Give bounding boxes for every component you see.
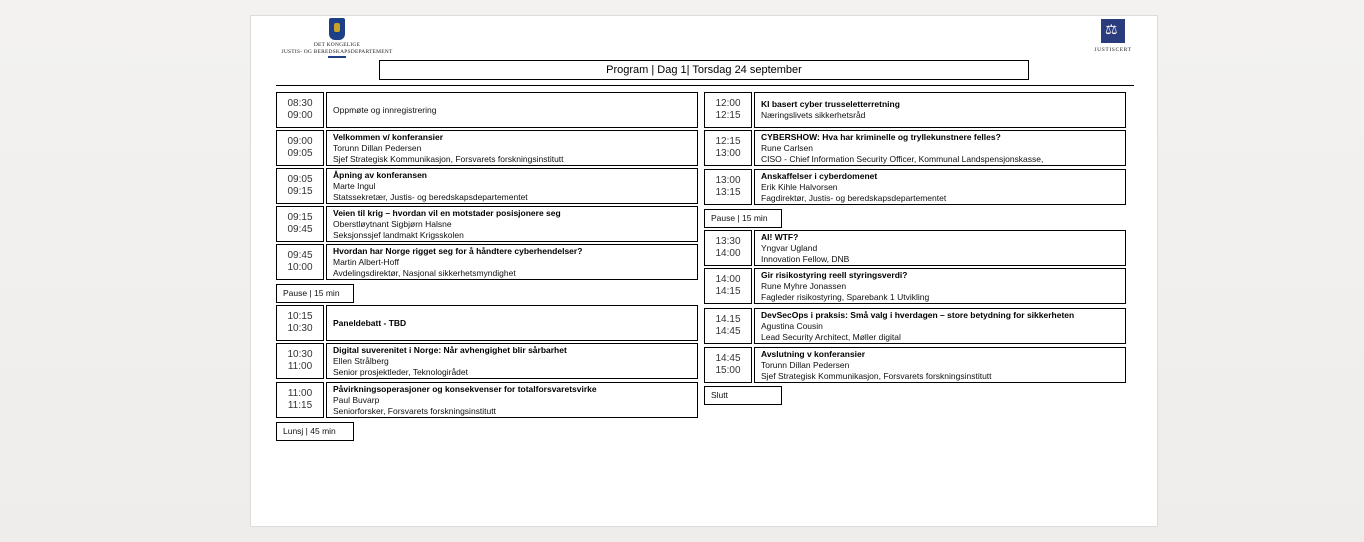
session-row: [276, 168, 698, 204]
session-desc: Avslutning v konferansier Torunn Dillan Pedersen Sjef Strategisk Kommunikasjon, Forsvarets forskningsinstitutt: [754, 347, 1126, 383]
session-row: [276, 244, 698, 280]
coat-of-arms-icon: [329, 18, 345, 40]
session-desc: Oppmøte og innregistrering: [326, 92, 698, 128]
pause-label: Pause | 15 min: [704, 209, 782, 228]
session-desc: AI! WTF? Yngvar Ugland Innovation Fellow, DNB: [754, 230, 1126, 266]
session-time: 09:00 09:05: [276, 130, 324, 166]
session-desc: Åpning av konferansen Marte Ingul Statssekretær, Justis- og beredskapsdepartementet: [326, 168, 698, 204]
session-desc: KI basert cyber trusseletterretning Næringslivets sikkerhetsråd: [754, 92, 1126, 128]
lunch-label: Lunsj | 45 min: [276, 422, 354, 441]
ministry-logo-line2: JUSTIS- OG BEREDSKAPSDEPARTEMENT: [281, 48, 393, 55]
ministry-logo-line1: DET KONGELIGE: [313, 42, 361, 48]
session-row: [704, 347, 1126, 383]
session-row: [276, 92, 698, 128]
session-row: [276, 130, 698, 166]
session-desc: Gir risikostyring reell styringsverdi? Rune Myhre Jonassen Fagleder risikostyring, Sparebank 1 Utvikling: [754, 268, 1126, 304]
session-desc: Paneldebatt - TBD: [326, 305, 698, 341]
session-desc: Påvirkningsoperasjoner og konsekvenser for totalforsvaretsvirke Paul Buvarp Seniorforsker, Forsvarets forskningsinstitutt: [326, 382, 698, 418]
session-desc: Digital suverenitet i Norge: Når avhengighet blir sårbarhet Ellen Strålberg Senior prosjektleder, Teknologirådet: [326, 343, 698, 379]
session-time: 10:15 10:30: [276, 305, 324, 341]
program-title: Program | Dag 1| Torsdag 24 september: [379, 60, 1029, 80]
divider: [276, 85, 1134, 86]
session-row: [276, 343, 698, 379]
justiscert-logo: [1089, 19, 1137, 53]
session-desc: Veien til krig – hvordan vil en motstader posisjonere seg Oberstløytnant Sigbjørn Halsne Seksjonssjef landmakt Krigsskolen: [326, 206, 698, 242]
document-page: [250, 15, 1158, 527]
session-time: 10:30 11:00: [276, 343, 324, 379]
session-row: [704, 169, 1126, 205]
session-time: 14:00 14:15: [704, 268, 752, 304]
session-row: [704, 230, 1126, 266]
justiscert-logo-text: JUSTISCERT: [1094, 47, 1132, 53]
session-time: 09:15 09:45: [276, 206, 324, 242]
session-desc: DevSecOps i praksis: Små valg i hverdagen – store betydning for sikkerheten Agustina Cousin Lead Security Architect, Møller digital: [754, 308, 1126, 344]
session-time: 13:30 14:00: [704, 230, 752, 266]
session-row: [704, 130, 1126, 166]
pause-label: Pause | 15 min: [276, 284, 354, 303]
session-time: 12:00 12:15: [704, 92, 752, 128]
session-time: 14:45 15:00: [704, 347, 752, 383]
session-time: 13:00 13:15: [704, 169, 752, 205]
session-desc: Velkommen v/ konferansier Torunn Dillan Pedersen Sjef Strategisk Kommunikasjon, Forsvarets forskningsinstitutt: [326, 130, 698, 166]
session-time: 08:30 09:00: [276, 92, 324, 128]
session-desc: CYBERSHOW: Hva har kriminelle og tryllekunstnere felles? Rune Carlsen CISO - Chief Information Security Officer, Kommunal Landspensjonskasse,: [754, 130, 1126, 166]
justiscert-scales-icon: ⚖: [1101, 19, 1125, 43]
session-desc: Anskaffelser i cyberdomenet Erik Kihle Halvorsen Fagdirektør, Justis- og beredskapsdepartementet: [754, 169, 1126, 205]
session-time: 09:05 09:15: [276, 168, 324, 204]
session-row: [704, 308, 1126, 344]
end-label: Slutt: [704, 386, 782, 405]
session-desc: Hvordan har Norge rigget seg for å håndtere cyberhendelser? Martin Albert-Hoff Avdelingsdirektør, Nasjonal sikkerhetsmyndighet: [326, 244, 698, 280]
session-row: [276, 382, 698, 418]
session-row: [276, 206, 698, 242]
session-row: [704, 92, 1126, 128]
session-row: [276, 305, 698, 341]
session-time: 09:45 10:00: [276, 244, 324, 280]
ministry-logo: [275, 18, 399, 58]
session-row: [704, 268, 1126, 304]
session-time: 14.15 14:45: [704, 308, 752, 344]
session-time: 11:00 11:15: [276, 382, 324, 418]
session-time: 12:15 13:00: [704, 130, 752, 166]
